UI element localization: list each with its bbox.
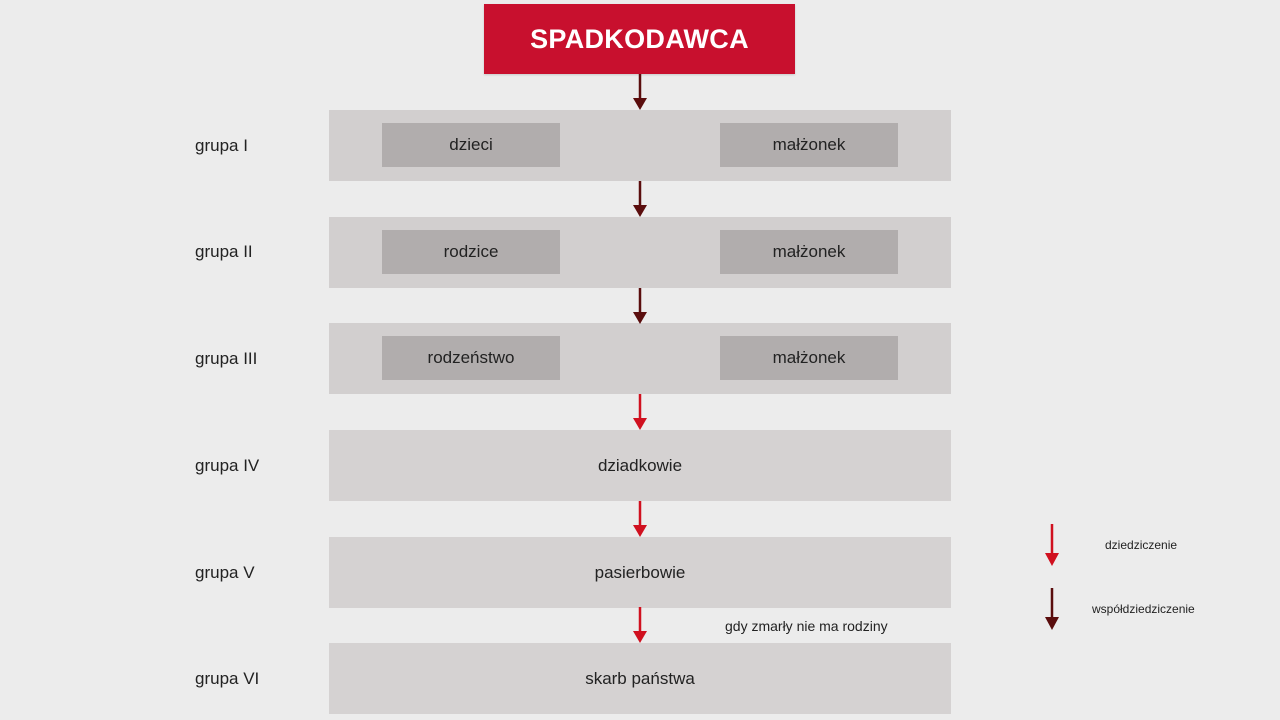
heir-box-siblings: rodzeństwo: [382, 336, 560, 380]
group-label-2: grupa II: [195, 242, 253, 261]
heir-box-children: dzieci: [382, 123, 560, 167]
arrow-down-icon: [633, 74, 647, 110]
group-band-4: [329, 430, 951, 501]
legend-co-inheritance-label: współdziedziczenie: [1092, 602, 1195, 616]
group-label-3: grupa III: [195, 349, 258, 368]
arrow-down-icon: [633, 394, 647, 430]
legend-co-inheritance-arrow-icon: [1045, 588, 1059, 630]
group-label-6: grupa VI: [195, 669, 260, 688]
legend-inheritance-arrow-icon: [1045, 524, 1059, 566]
testator-title: SPADKODAWCA: [530, 23, 749, 54]
heir-box-spouse: małżonek: [720, 123, 898, 167]
heir-grandparents: dziadkowie: [597, 455, 683, 475]
group-label-5: grupa V: [195, 563, 255, 582]
group-band-6: [329, 643, 951, 714]
testator-box: [484, 4, 795, 74]
group-label-1: grupa I: [195, 136, 248, 155]
arrow-down-icon: [633, 607, 647, 643]
heir-box-spouse: małżonek: [720, 336, 898, 380]
group-band-3: [329, 323, 951, 394]
legend-inheritance-label: dziedziczenie: [1105, 538, 1178, 552]
heir-stepchildren: pasierbowie: [594, 562, 686, 582]
no-family-note: gdy zmarły nie ma rodziny: [725, 618, 888, 634]
heir-state-treasury: skarb państwa: [585, 668, 695, 688]
group-band-2: [329, 217, 951, 288]
arrow-down-icon: [633, 288, 647, 324]
group-label-4: grupa IV: [195, 456, 260, 475]
heir-box-parents: rodzice: [382, 230, 560, 274]
heir-box-spouse: małżonek: [720, 230, 898, 274]
group-band-5: [329, 537, 951, 608]
group-band-1: [329, 110, 951, 181]
arrow-down-icon: [633, 181, 647, 217]
arrow-down-icon: [633, 501, 647, 537]
